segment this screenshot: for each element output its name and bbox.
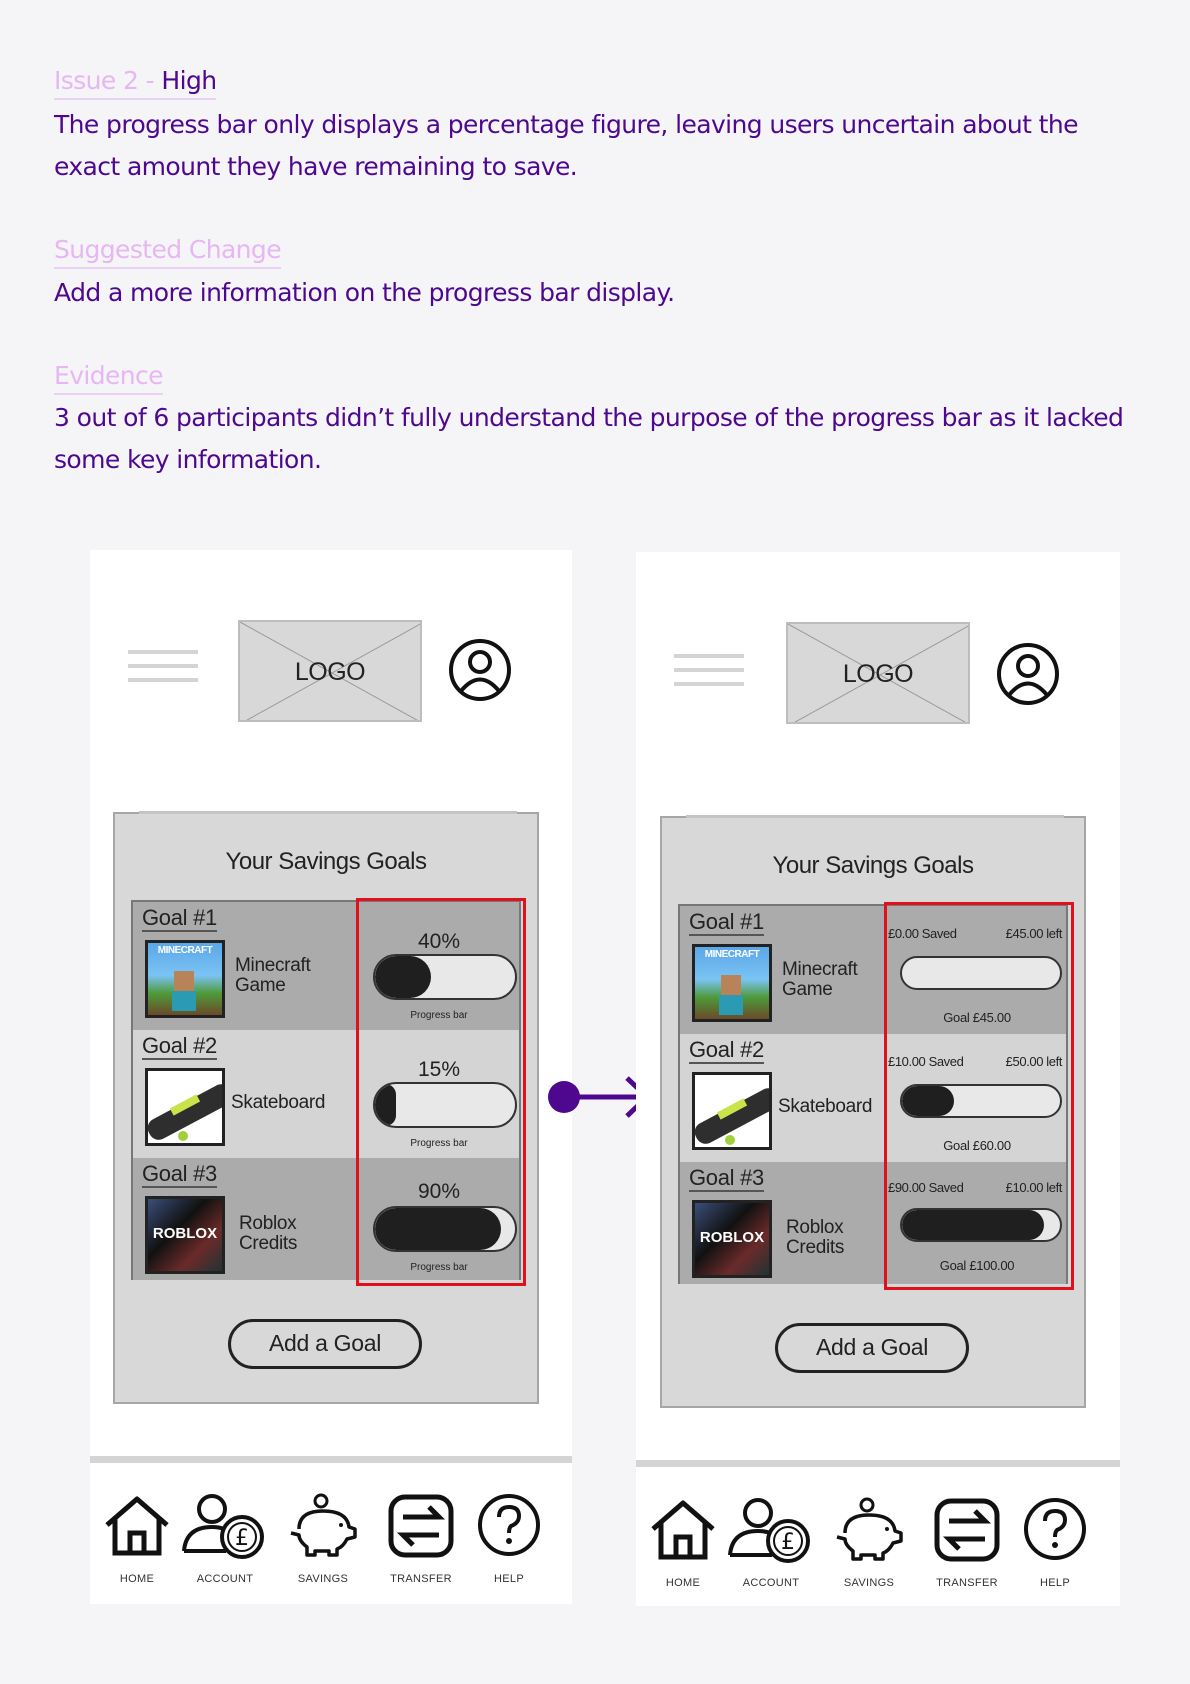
nav-help[interactable] <box>462 1493 556 1585</box>
nav-account[interactable] <box>724 1497 818 1589</box>
goal-amount: Goal £100.00 <box>939 1258 1015 1273</box>
thumb-logo-text: MINECRAFT <box>157 945 213 956</box>
goal-title: Goal #2 <box>689 1037 764 1062</box>
issue-text-line1: The progress bar only displays a percentage figure, leaving users uncertain about the <box>54 110 1078 139</box>
goal-amount: Goal £45.00 <box>943 1010 1011 1025</box>
nav-label: SAVINGS <box>297 1573 349 1585</box>
amount-left: £10.00 left <box>1005 1180 1062 1195</box>
minecraft-thumbnail <box>145 940 225 1018</box>
svg-text:£: £ <box>235 1526 249 1551</box>
nav-label: TRANSFER <box>936 1577 998 1589</box>
panel-title: Your Savings Goals <box>225 848 427 875</box>
nav-label: SAVINGS <box>843 1577 895 1589</box>
progress-percent: 15% <box>417 1058 461 1081</box>
evidence-label: Evidence <box>54 359 163 395</box>
goal-title: Goal #3 <box>689 1165 764 1190</box>
help-icon <box>1019 1497 1091 1563</box>
skateboard-thumbnail <box>692 1072 772 1150</box>
goal-name: Minecraft Game <box>235 955 311 996</box>
panel-title: Your Savings Goals <box>772 852 974 879</box>
nav-home[interactable] <box>636 1497 730 1589</box>
nav-savings[interactable] <box>822 1497 916 1589</box>
nav-label: HELP <box>494 1573 524 1585</box>
user-profile-icon[interactable] <box>448 638 512 702</box>
goal-title: Goal #2 <box>142 1033 217 1058</box>
progress-caption: Progress bar <box>410 1138 468 1149</box>
nav-home[interactable] <box>90 1493 184 1585</box>
savings-goals-panel <box>113 812 539 1404</box>
highlight-box <box>356 898 526 1286</box>
nav-savings[interactable] <box>276 1493 370 1585</box>
progress-caption: Progress bar <box>410 1262 468 1273</box>
nav-label: ACCOUNT <box>742 1577 800 1589</box>
help-icon <box>473 1493 545 1559</box>
thumb-logo-text: MINECRAFT <box>704 949 760 960</box>
amount-saved: £90.00 Saved <box>888 1180 964 1195</box>
savings-goals-panel <box>660 816 1086 1408</box>
add-goal-button[interactable]: Add a Goal <box>228 1319 422 1369</box>
user-profile-icon[interactable] <box>996 642 1060 706</box>
logo-text: LOGO <box>842 660 914 688</box>
logo-placeholder <box>238 620 422 722</box>
home-icon <box>101 1493 173 1559</box>
thumb-logo-text: ROBLOX <box>699 1229 765 1246</box>
issue-severity: High <box>161 66 217 95</box>
transfer-icon <box>931 1497 1003 1563</box>
goal-title: Goal #1 <box>689 909 764 934</box>
evidence-text-line2: some key information. <box>54 445 322 474</box>
before-phone-mockup <box>90 550 572 1604</box>
suggestion-text: Add a more information on the progress bar display. <box>54 278 675 307</box>
skateboard-thumbnail <box>145 1068 225 1146</box>
nav-account[interactable] <box>178 1493 272 1585</box>
nav-label: HOME <box>119 1573 155 1585</box>
amount-saved: £10.00 Saved <box>888 1054 964 1069</box>
goal-name: Minecraft Game <box>782 959 858 1000</box>
bottom-nav <box>90 1463 572 1603</box>
after-phone-mockup <box>636 552 1120 1606</box>
goal-title: Goal #3 <box>142 1161 217 1186</box>
roblox-thumbnail <box>145 1196 225 1274</box>
amount-saved: £0.00 Saved <box>888 926 957 941</box>
account-pound-icon <box>726 1497 816 1563</box>
nav-transfer[interactable] <box>920 1497 1014 1589</box>
issue-number: Issue 2 - <box>54 66 162 95</box>
piggy-bank-icon <box>833 1497 905 1563</box>
nav-label: TRANSFER <box>390 1573 452 1585</box>
evidence-text-line1: 3 out of 6 participants didn’t fully understand the purpose of the progress bar as it lacked <box>54 403 1124 432</box>
nav-help[interactable] <box>1008 1497 1102 1589</box>
progress-percent: 40% <box>417 930 461 953</box>
svg-text:£: £ <box>781 1530 795 1555</box>
transfer-icon <box>385 1493 457 1559</box>
highlight-box <box>884 902 1074 1290</box>
goal-amount: Goal £60.00 <box>943 1138 1011 1153</box>
logo-text: LOGO <box>294 658 366 686</box>
roblox-thumbnail <box>692 1200 772 1278</box>
issue-label <box>54 64 216 100</box>
goal-name: Skateboard <box>231 1092 326 1113</box>
minecraft-thumbnail <box>692 944 772 1022</box>
nav-label: HELP <box>1040 1577 1070 1589</box>
nav-label: ACCOUNT <box>196 1573 254 1585</box>
goal-name: Skateboard <box>778 1096 873 1117</box>
goal-name: Roblox Credits <box>786 1217 845 1258</box>
amount-left: £45.00 left <box>1005 926 1062 941</box>
nav-transfer[interactable] <box>374 1493 468 1585</box>
piggy-bank-icon <box>287 1493 359 1559</box>
amount-left: £50.00 left <box>1005 1054 1062 1069</box>
logo-placeholder <box>786 622 970 724</box>
goal-title: Goal #1 <box>142 905 217 930</box>
progress-caption: Progress bar <box>410 1010 468 1021</box>
add-goal-button[interactable]: Add a Goal <box>775 1323 969 1373</box>
goal-name: Roblox Credits <box>239 1213 298 1254</box>
home-icon <box>647 1497 719 1563</box>
thumb-logo-text: ROBLOX <box>152 1225 218 1242</box>
account-pound-icon <box>180 1493 270 1559</box>
issue-text-line2: exact amount they have remaining to save. <box>54 152 578 181</box>
nav-label: HOME <box>665 1577 701 1589</box>
suggestion-label: Suggested Change <box>54 233 281 269</box>
bottom-nav <box>636 1467 1120 1607</box>
progress-percent: 90% <box>417 1180 461 1203</box>
